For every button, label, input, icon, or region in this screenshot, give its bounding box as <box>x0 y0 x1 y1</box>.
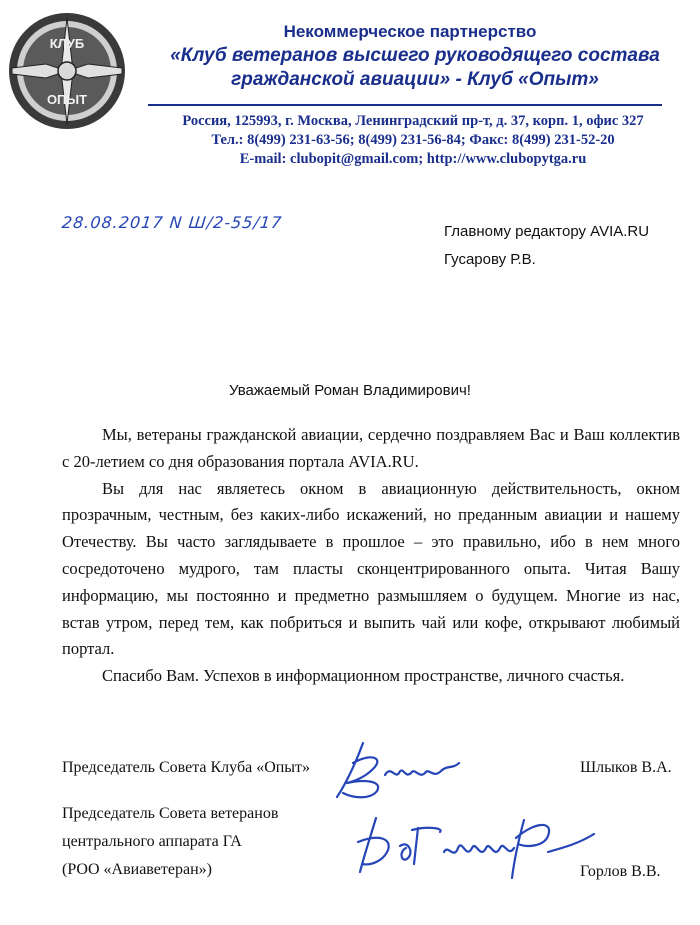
phones: Тел.: 8(499) 231-63-56; 8(499) 231-56-84; Факс: 8(499) 231-52-20 <box>211 132 615 148</box>
letter-body <box>62 422 680 690</box>
body-paragraph-2: Вы для нас являетесь окном в авиационную действительность, окном прозрачным, честным, без каких-либо искажений, но преданным авиации и нашему Отечеству. Вы часто заглядываете в прошлое – это правильно, ибо в нем много сосредоточено мудрого, там пласты сконцентрированного опыта. Читая Вашу информацию, мы постоянно и предметно размышляем о будущем. Многие из нас, встав утром, перед тем, как побриться и выпить чай или кофе, открывают любимый портал. <box>62 478 680 659</box>
email-web: E-mail: clubopit@gmail.com; http://www.clubopytga.ru <box>239 151 587 167</box>
org-type: Некоммерческое партнерство <box>283 22 537 41</box>
org-name <box>150 44 680 92</box>
handwritten-signature-2 <box>348 808 598 880</box>
addressee <box>444 218 684 274</box>
outgoing-number: 28.08.2017 N Ш/2-55/17 <box>61 213 284 232</box>
signatory-title-2 <box>62 800 342 884</box>
addressee-line1: Главному редактору AVIA.RU <box>444 223 650 240</box>
salutation: Уважаемый Роман Владимирович! <box>229 382 471 399</box>
signatory-name-1: Шлыков В.А. <box>580 759 672 776</box>
org-name-line2: гражданской авиации» - Клуб «Опыт» <box>231 69 599 90</box>
signatory-title-2-line2: центрального аппарата ГА <box>62 833 242 850</box>
svg-text:ОПЫТ: ОПЫТ <box>46 92 88 107</box>
addressee-line2: Гусарову Р.В. <box>444 251 536 268</box>
club-logo-emblem <box>6 10 128 132</box>
body-paragraph-1: Мы, ветераны гражданской авиации, сердечно поздравляем Вас и Ваш коллектив с 20-летием со дня образования портала AVIA.RU. <box>62 425 680 471</box>
signatory-name-2: Горлов В.В. <box>580 863 661 880</box>
signatory-title-2-line1: Председатель Совета ветеранов <box>62 805 279 822</box>
header-divider <box>148 104 662 106</box>
svg-text:КЛУБ: КЛУБ <box>49 36 85 51</box>
handwritten-signature-1 <box>325 735 465 805</box>
address: Россия, 125993, г. Москва, Ленинградский пр-т, д. 37, корп. 1, офис 327 <box>182 113 644 129</box>
contacts-block <box>140 112 686 169</box>
org-name-line1: «Клуб ветеранов высшего руководящего состава <box>170 45 660 66</box>
body-paragraph-3: Спасибо Вам. Успехов в информационном пространстве, личного счастья. <box>102 666 625 686</box>
signatory-title-1: Председатель Совета Клуба «Опыт» <box>62 759 311 776</box>
signatory-title-2-line3: (РОО «Авиаветеран») <box>62 861 212 878</box>
